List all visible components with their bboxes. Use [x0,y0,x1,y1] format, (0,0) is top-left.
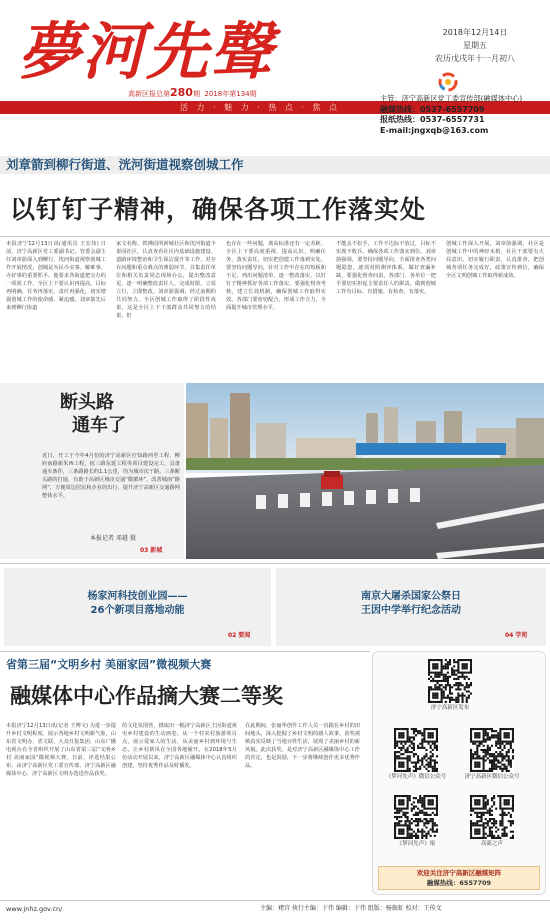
divider [0,651,370,652]
email: E-mail:jngxqb@163.com [380,125,489,135]
footer-url[interactable]: www.jnhz.gov.cn/ [6,905,63,913]
story3-column-1: 本报济宁12月13日讯(记者 王博文) 为进一步提升乡村文明程度，展示各地乡村文明新气象，山东省文明办、省文联、大众日报集团、山东广播电视台在全省组织开展了山东省第三届“文明乡村 美丽家园”微视频大赛。日前，评选结果公布，由济宁高新区党工委宣传部、济宁高新区融媒体中心、济宁高新区文明办选送作品获奖。 [6,723,116,777]
teaser-2-line2: 王因中学举行纪念活动 [361,605,461,616]
qr-label: 高新之声 [480,841,503,847]
date: 2018年12月14日 [442,28,508,37]
masthead-title: 夢河先聲 [18,15,275,88]
lead-column-3: 也存在一些问题，离高标准还有一定差距。全区上下要高度重视，提高认识，明确任务，落实责任，切实把创建工作落到实处。要坚持问题导向，针对工作中存在的短板和不足，列出问题清单，逐一整改落实，以钉钉子精神抓好各项工作落实。要强化督查考核，建立长效机制，确保创城工作取得实效。各部门要密切配合，形成工作合力，全面提升城市管理水平。 [226,241,326,311]
lead-column-1: 本报济宁12月13日讯(通讯员 王宏伟) 日前，济宁高新区党工委副书记、管委会副主任刘章箭深入到柳行、洸河街道视察创城工作开展情况，创城是为民办实事、解难事，办好事的重要抓手。他要求各街道把交办的一项项工作，全区上下要认识再提高，目标再明确，任务再落实，责任再强化，切实增强创城工作的使命感、紧迫感。刘章箭先后来到柳行街道 [6,241,106,311]
qr-code-icon [428,659,472,703]
qr-code-icon [394,795,438,839]
qr-label: 济宁高新区微信公众号 [464,774,520,780]
page-number: 02 [228,632,237,639]
qr-footer-line1: 欢迎关注济宁高新区融媒矩阵 [416,869,502,877]
qr-label: 《梦河先声》报 [396,841,436,847]
qr-code-icon [394,728,438,772]
qr-code-icon [470,728,514,772]
teaser-2-line1: 南京大屠杀国家公祭日 [361,591,461,602]
issue-prefix: 高新区报总第 [128,90,170,98]
story-body: 近日，开工于今年4月份的济宁高新区疗知路西至工程、柳府南路新朱西工程，抚三路东延工程等项目建设完工，具备通车条件，三条路路长约1.1公里，均为城市次干路，三条断头路的打通，有助于高新区城市交通“微循环”，改善城南“路网”，方便周边居民和企业的出行，提升济宁高新区交通路网整体水平。 [42,453,180,499]
story3-kicker: 省第三届“文明乡村 美丽家园”微视频大赛 [6,658,212,671]
fax: 报纸热线：0537-6557731 [380,115,485,124]
hotline: 融媒热线：0537-6557709 [380,104,485,114]
story-title-line1: 断头路 [60,392,114,413]
road-photo [186,383,544,559]
slogan: 活 力 · 魅 力 · 热 点 · 焦 点 [180,103,341,112]
lead-column-5: 创城工作深入开展。刘章箭强调，社区是创城工作中的神经末梢，社区干部要有大局意识，切实履行职责，认真排查，把创城各项任务完成好，政策宣传到位，确保全区文明创城工作取得新成效。 [446,241,544,279]
page-section: 要闻 [238,632,251,639]
teaser-2-page-ref [505,632,527,640]
sponsor: 主管：济宁高新区党工委宣传部(融媒体中心) [380,94,523,103]
page-number: 03 [140,547,149,554]
story3-column-3: 在此期间，张丽华创作工作人员一直跟在乡村的田间地头，深入挖掘了乡村文明的感人故事，获奖视频真实反映了当地百姓生活，展现了美丽乡村的新风貌。此次获奖，是对济宁高新区融媒体中心工作的肯定，也是鼓励，下一步将继续创作更多优秀作品。 [245,723,360,769]
teaser-1-line1: 杨家河科技创业园—— [87,591,188,602]
story-title-line2: 通车了 [72,415,126,436]
issue-suffix: 期 [192,90,200,98]
contact-block [380,94,548,136]
teaser-1-line2: 26个新项目落地动能 [90,605,185,616]
divider [0,236,550,237]
story3-headline: 融媒体中心作品摘大赛二等奖 [10,684,283,708]
qr-footer-line2: 融媒热线：6557709 [426,879,492,887]
lead-kicker: 刘章箭到柳行街道、洸河街道视察创城工作 [6,157,244,172]
year-issue: 2018年第134期 [204,90,257,98]
teaser-1-page-ref [228,632,250,640]
story3-column-2: 的文化氛围营，摄取出一幅济宁高新区王因街道黄屯乡村建设的生动画卷。从一个村农村旅游项目点，展示爱家人的生活，从美丽乡村到环境与生态，让乡村新风在全国各地铺开。在2018年5月份活动开展以来，济宁高新区融媒体中心认真组织创建，坚持优秀作品及时播发。 [122,723,237,769]
date-block [405,26,545,65]
weekday: 星期五 [463,41,487,50]
page-number: 04 [505,632,514,639]
divider [0,563,550,564]
lead-headline: 以钉钉子精神，确保各项工作落实处 [10,195,427,224]
lunar-date: 农历戊戌年十一月初八 [435,54,515,63]
page-section: 学苑 [515,632,528,639]
footer-credits: 主编：褚宫 执行主编：于伟 编辑：于伟 组版：杨振虹 校对：王传文 [260,905,442,912]
qr-label: 济宁高新区发布 [430,705,470,711]
sponsor-logo-icon [438,72,458,92]
lead-column-2: 家文名称，铁佛园所新城社区和洸河街道丰泰园社区，认真查看社区内基础设施建设、道路环境整治和卫生保洁提升等工作，对存在问题和重点难点的薄弱环节，召集责任单位和相关负责同志现场办公，提出整改意见，逐一明确整改责任人、完成时限，立说立行，立即整改。刘章箭强调，经过前期的共同努力，全区创城工作取得了阶段性成果，这是全区上下干部群众共同努力的结果，但 [116,241,216,319]
divider [0,900,550,901]
story-page-ref [140,547,162,555]
story-author: 本报记者 邓越 摄 [90,535,136,542]
issue-number: 280 [170,86,193,99]
page-section: 新城 [150,547,163,554]
issue-info [128,86,328,101]
qr-label: 《梦河先声》微信公众号 [385,774,447,780]
lead-column-4: 不能丢不松手，工作不达标不放过，目标不实现不收兵，确保各项工作落实到位。刘章箭强调，要坚持问题导向，全面排查各类问题隐患，逐项对照测评体系，做好查漏补缺，要强化督查问责，各部门、各单位一把手要切实担起主要责任人的职责，做到创城工作有目标、有措施、有检查、有落实。 [336,241,436,295]
qr-code-icon [470,795,514,839]
